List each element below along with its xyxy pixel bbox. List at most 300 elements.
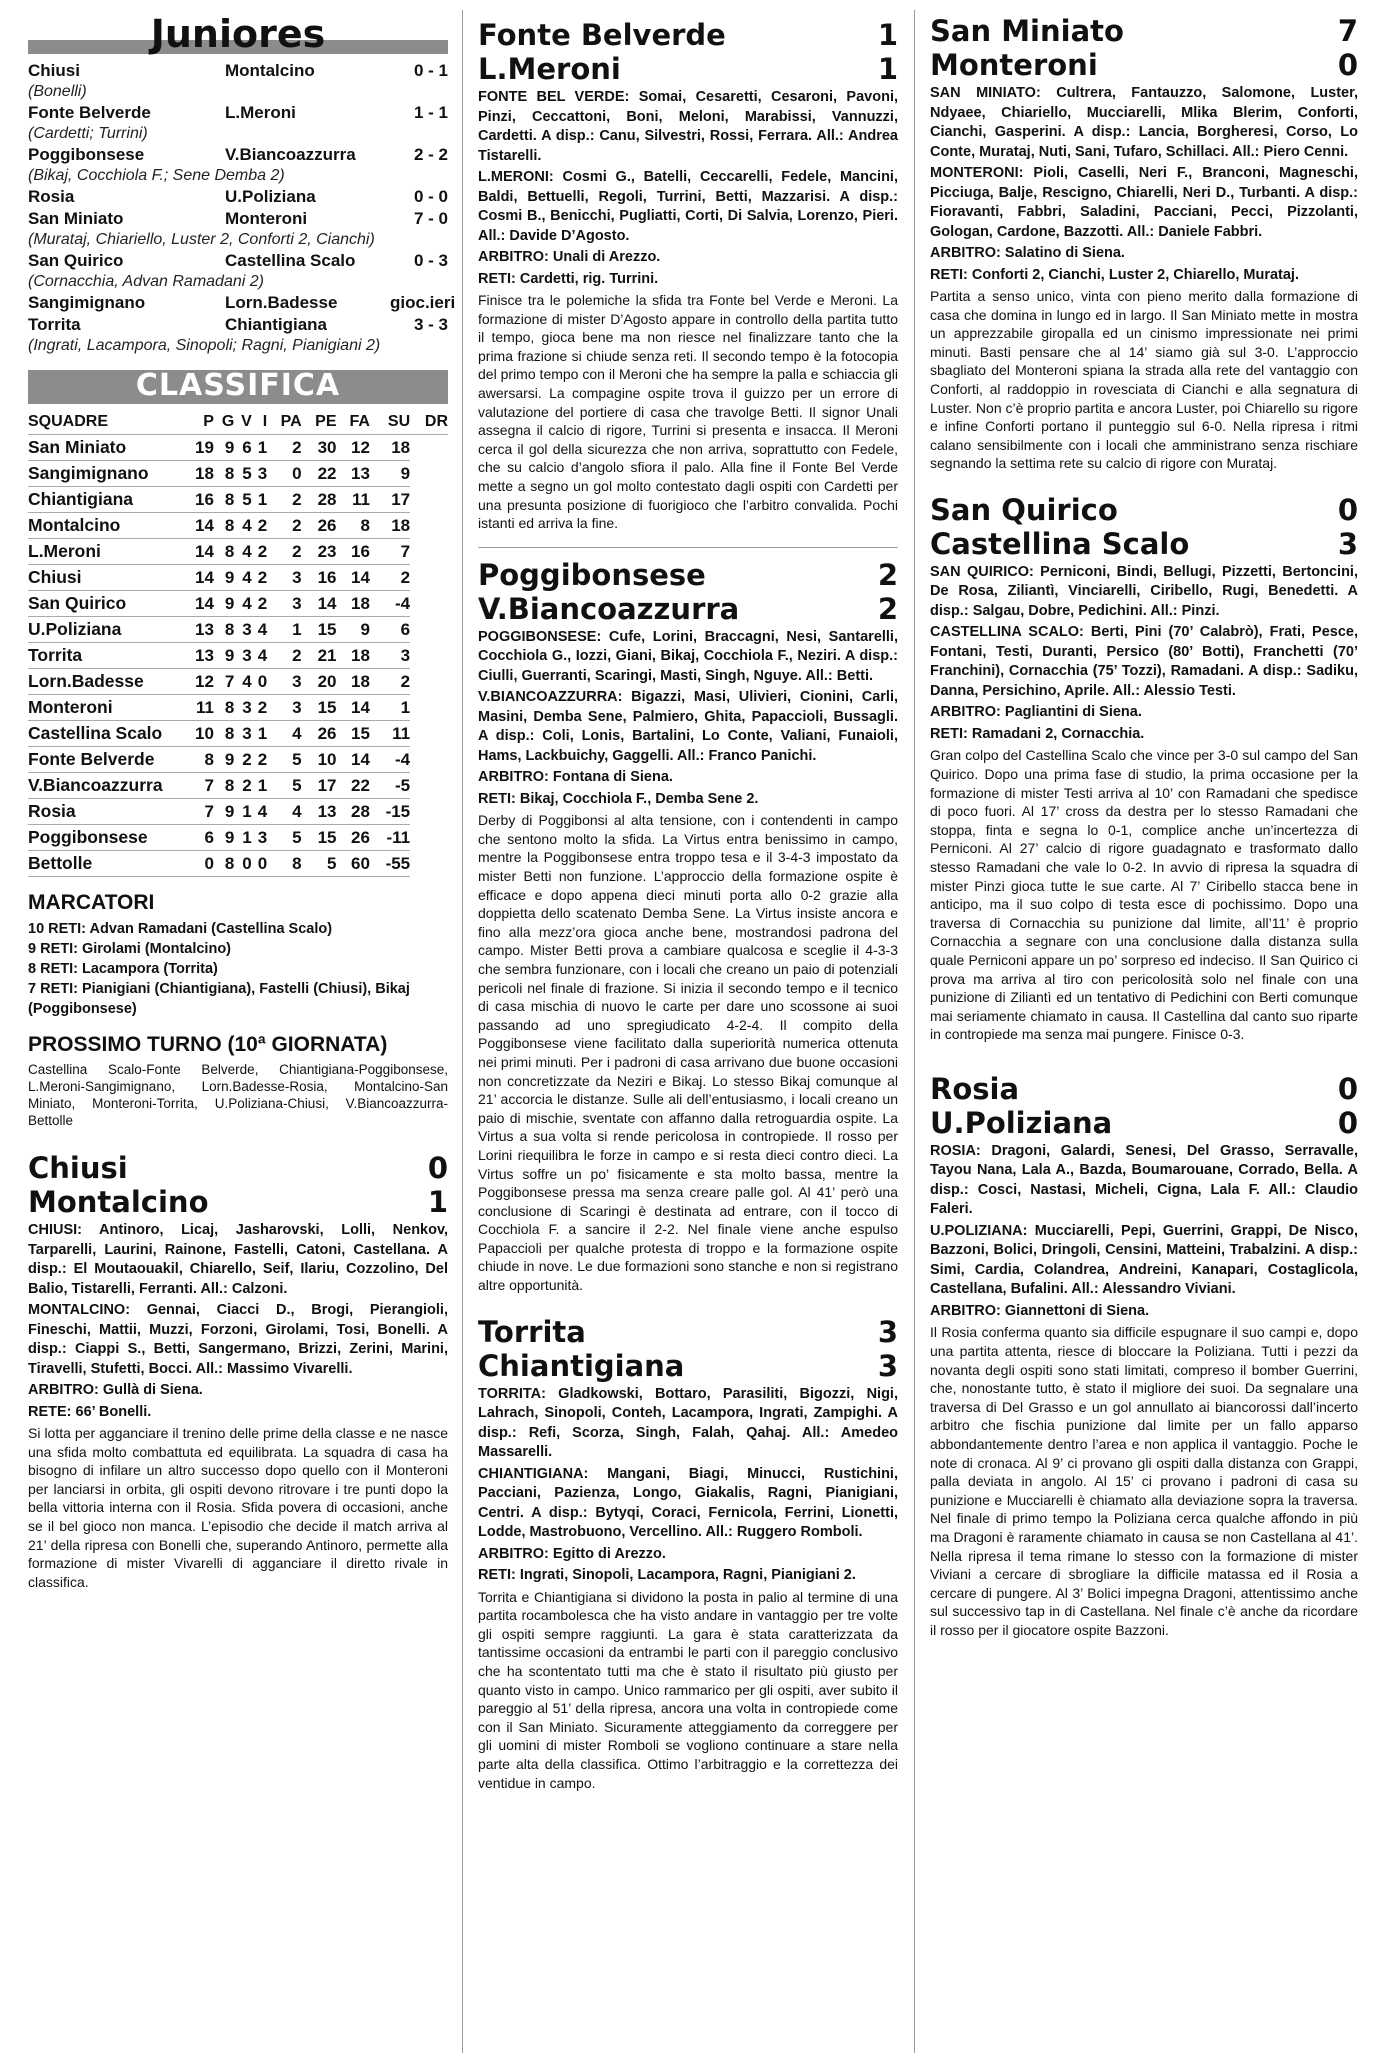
juniores-title: Juniores: [150, 12, 326, 56]
stat-cell: 1: [252, 435, 267, 461]
scorer-line: 10 RETI: Advan Ramadani (Castellina Scalo): [28, 921, 333, 937]
stat-cell: 6: [370, 617, 410, 643]
stat-cell: 10: [183, 721, 214, 747]
marcatori-list: [28, 919, 448, 1019]
stat-cell: 2: [252, 513, 267, 539]
stat-cell: 8: [183, 747, 214, 773]
stat-cell: 60: [337, 851, 370, 877]
stat-cell: 2: [267, 435, 301, 461]
goals: RETE: 66’ Bonelli.: [28, 1403, 152, 1420]
stat-cell: 19: [183, 435, 214, 461]
team-name: U.Poliziana: [28, 617, 183, 643]
stat-cell: 0: [267, 461, 301, 487]
away-lineup: MONTALCINO: Gennai, Ciacci D., Brogi, Pierangioli, Fineschi, Mattii, Muzzi, Forzoni, Girolami, Tosi, Bonelli. A disp.: Ciappi S., Betti, Sangermano, Brizzi, Zerini, Marini, Tiravelli, Stufetti, Bocci. All.: Massimo Vivarelli.: [28, 1302, 448, 1377]
stat-cell: 13: [183, 617, 214, 643]
home-team: Torrita: [28, 315, 81, 334]
away-lineup: MONTERONI: Pioli, Caselli, Neri F., Branconi, Magneschi, Picciuga, Balje, Rescigno, Chiarelli, Neri D., Turbanti. A disp.: Fioravanti, Fabbri, Saladini, Pacciani, Pecci, Pizzolanti, Gologan, Cardone, Bazzotti. All.: Daniele Fabbri.: [930, 165, 1358, 240]
stat-cell: 14: [183, 565, 214, 591]
goals: RETI: Cardetti, rig. Turrini.: [478, 270, 659, 287]
stat-cell: 8: [214, 721, 234, 747]
stat-cell: 3: [370, 643, 410, 669]
stat-cell: 18: [337, 643, 370, 669]
away-team-line: [930, 1106, 1358, 1140]
stat-cell: 4: [252, 617, 267, 643]
home-lineup: SAN QUIRICO: Perniconi, Bindi, Bellugi, Pizzetti, Bertoncini, De Rosa, Ziliantì, Vinciarelli, Ciribello, Rugi, Benedetti. A disp.: Salgau, Dobre, Pedichini. All.: Pinzi.: [930, 563, 1358, 619]
stat-cell: 3: [234, 643, 251, 669]
column-divider: [914, 10, 915, 2053]
table-row: [28, 513, 448, 539]
stat-cell: 3: [234, 721, 251, 747]
result-scorers: (Bonelli): [28, 83, 87, 100]
stat-cell: 2: [267, 487, 301, 513]
team-name: Chiantigiana: [28, 487, 183, 513]
stat-cell: 22: [302, 461, 337, 487]
result-row: [28, 250, 448, 272]
stat-cell: 9: [214, 565, 234, 591]
away-team-line: [28, 1185, 448, 1219]
result-scorers: (Murataj, Chiariello, Luster 2, Conforti 2, Cianchi): [28, 231, 375, 248]
score: 1 - 1: [413, 103, 448, 122]
column-header: SQUADRE: [28, 410, 183, 435]
column-header: G: [214, 410, 234, 435]
home-lineup: POGGIBONSESE: Cufe, Lorini, Braccagni, Nesi, Santarelli, Cocchiola G., Iozzi, Giani, Bikaj, Cocchiola F., Neziri. A disp.: Ciulli, Guerranti, Scaringi, Masti, Singh, Nguye. All.: Betti.: [478, 628, 898, 684]
home-team: San Miniato: [28, 209, 124, 228]
away-team: Montalcino: [225, 61, 315, 80]
away-team-name: U.Poliziana: [930, 1105, 1113, 1140]
away-team-name: Castellina Scalo: [930, 526, 1190, 561]
away-team: U.Poliziana: [225, 187, 316, 206]
results-list: [28, 60, 456, 356]
stat-cell: 17: [370, 487, 410, 513]
team-name: Rosia: [28, 799, 183, 825]
away-score: 3: [877, 1348, 898, 1383]
home-team-name: Rosia: [930, 1071, 1020, 1106]
away-team: Monteroni: [225, 209, 308, 228]
column-header: V: [234, 410, 251, 435]
match-torrita-chiantigiana: [478, 1315, 898, 1793]
stat-cell: 0: [234, 851, 251, 877]
match-chiusi-montalcino: [28, 1151, 448, 1591]
away-lineup: CASTELLINA SCALO: Berti, Pini (70’ Calabrò), Frati, Pesce, Fontani, Testi, Duranti, Persico (80’ Botti), Franchetti (70’ Franchini), Cornacchia (75’ Tozzi), Ramadani. A disp.: Sadiku, Danna, Persichino, Aprile. All.: Alessio Testi.: [930, 624, 1358, 699]
referee: ARBITRO: Unali di Arezzo.: [478, 249, 661, 265]
match-report: Gran colpo del Castellina Scalo che vince per 3-0 sul campo del San Quirico. Dopo una prima fase di studio, la prima occasione per la formazione di mister Testi arriva al 10’ con Ramadani che spedisce di poco fuori. Al 17’ cross da destra per lo stesso Ramadani che stoppa, finta e segna lo 0-1, complice anche un’incertezza di Perniconi. Al 27’ calcio di rigore guadagnato e trasformato dallo stesso Ramadani che vale lo 0-2. In avvio di ripresa la squadra di mister Pinzi gioca tutte le sue carte. Al 7’ Ciribello stacca bene in anticipo, ma il suo colpo di testa esce di pochissimo. Dopo una traversa di Cornacchia su punizione dal limite, all’11’ è proprio Cornacchia a segnare con una conclusione dalla distanza sulla quale Perniconi appare un po’ sorpreso ed indeciso. Il San Quirico ci prova ma arriva al tiro con pericolosità solo nel finale con una punizione di Ziliantì ed un tentativo di Pedichini con Berti comunque mai seriamente chiamato in causa. Il Castellina dal canto suo riparte in contropiede ma senza mai pungere. Finisce 0-3.: [930, 747, 1358, 1043]
home-score: 3: [877, 1314, 898, 1349]
stat-cell: 2: [252, 695, 267, 721]
stat-cell: 3: [234, 695, 251, 721]
away-score: 3: [1337, 526, 1358, 561]
standings-table: [28, 410, 448, 877]
stat-cell: 5: [267, 825, 301, 851]
stat-cell: 7: [214, 669, 234, 695]
match-report: Si lotta per agganciare il trenino delle prime della classe e ne nasce una sfida molto combattuta ed equilibrata. La squadra di casa ha bisogno di infilare un altro successo dopo quello con il Monteroni per lanciarsi in orbita, gli ospiti devono ritrovare i tre punti dopo la bella vittoria interna con il Rosia. Sfida povera di occasioni, anche se il bel gioco non manca. L’episodio che decide il match arriva al 21’ della ripresa con Bonelli che, superando Antinoro, permette alla formazione di mister Vivarelli di agganciare il diretto rivale in classifica.: [28, 1425, 448, 1590]
table-row: [28, 487, 448, 513]
match-report: Finisce tra le polemiche la sfida tra Fonte bel Verde e Meroni. La formazione di mister D’Agosto appare in controllo della partita tutto il tempo, gioca bene ma non riesce nel finalizzare tanto che la prima frazione si chiude senza reti. Il secondo tempo è la fotocopia del primo tempo con il Meroni che ha sempre la palla e schiaccia gli awersarsi. La compagine ospite trova il guizzo per un errore di valutazione del portiere di casa che travolge Betti. Il signor Unali assegna il calcio di rigore, Turrini si presenta e insacca. Il Meroni cerca il gol della sicurezza che non arriva, soprattutto con Fedele, che su calcio d’angolo sfiora il palo. Alla fine il Fonte Bel Verde mette a segno un gol molto contestato dagli ospiti con Cardetti per una presunta posizione di fuorigioco che l’arbitro convalida. Pochi istanti ed arriva la fine.: [478, 292, 898, 532]
away-team: L.Meroni: [225, 103, 296, 122]
away-team-name: L.Meroni: [478, 52, 621, 86]
home-team: Chiusi: [28, 61, 80, 80]
score: 3 - 3: [413, 315, 448, 334]
away-lineup: V.BIANCOAZZURRA: Bigazzi, Masi, Ulivieri, Cionini, Carli, Masini, Demba Sene, Palmiero, Ghita, Papaccioli, Bussagli. A disp.: Coli, Lonis, Bartalini, Lo Conte, Valiani, Funaioli, Hams, Lackbuichy, Gaggelli. All.: Franco Panichi.: [478, 689, 898, 764]
table-row: [28, 669, 448, 695]
stat-cell: 9: [214, 591, 234, 617]
stat-cell: 28: [337, 799, 370, 825]
stat-cell: 7: [370, 539, 410, 565]
team-name: Montalcino: [28, 513, 183, 539]
stat-cell: 1: [370, 695, 410, 721]
home-lineup: SAN MINIATO: Cultrera, Fantauzzo, Salomone, Luster, Ndyaee, Chiariello, Mucciarelli, Mlika Blerim, Conforti, Cianchi, Gasperini. A disp.: Lancia, Borgheresi, Corso, Lo Conte, Murataj, Nuti, Sani, Tufaro, Schillaci. All.: Piero Cenni.: [930, 85, 1358, 160]
goals: RETI: Bikaj, Cocchiola F., Demba Sene 2.: [478, 790, 759, 807]
stat-cell: 0: [252, 669, 267, 695]
stat-cell: 11: [370, 721, 410, 747]
match-sanquirico-castellina: [930, 493, 1358, 1044]
stat-cell: 11: [183, 695, 214, 721]
table-row: [28, 799, 448, 825]
classifica-title: CLASSIFICA: [135, 368, 341, 403]
stat-cell: 26: [302, 513, 337, 539]
stat-cell: 26: [337, 825, 370, 851]
stat-cell: 13: [302, 799, 337, 825]
table-row: [28, 721, 448, 747]
result-row: [28, 186, 448, 208]
away-team-name: V.Biancoazzurra: [478, 591, 740, 626]
stat-cell: 3: [267, 565, 301, 591]
stat-cell: 0: [252, 851, 267, 877]
stat-cell: 14: [337, 695, 370, 721]
home-team: Fonte Belverde: [28, 103, 151, 122]
juniores-header: [28, 12, 448, 56]
column-middle: [478, 18, 898, 1792]
home-score: 0: [1337, 492, 1358, 527]
stat-cell: 4: [252, 799, 267, 825]
home-team: San Quirico: [28, 251, 124, 270]
stat-cell: 14: [183, 591, 214, 617]
stat-cell: 14: [337, 747, 370, 773]
team-name: San Quirico: [28, 591, 183, 617]
result-scorers: (Bikaj, Cocchiola F.; Sene Demba 2): [28, 167, 285, 184]
home-lineup: ROSIA: Dragoni, Galardi, Senesi, Del Grasso, Serravalle, Tayou Nana, Lala A., Bazda, Boumarouane, Corrado, Bella. A disp.: Cosci, Nastasi, Micheli, Cigna, Lala F. All.: Claudio Faleri.: [930, 1142, 1358, 1218]
table-row: [28, 565, 448, 591]
home-team-name: Fonte Belverde: [478, 18, 726, 52]
away-score: 0: [1337, 1105, 1358, 1140]
away-score: 0: [1337, 48, 1358, 82]
home-team: Poggibonsese: [28, 145, 145, 164]
stat-cell: 15: [302, 617, 337, 643]
stat-cell: 16: [302, 565, 337, 591]
standings-header-row: [28, 410, 448, 435]
score: 0 - 1: [413, 61, 448, 80]
stat-cell: 10: [302, 747, 337, 773]
home-team-line: [478, 1315, 898, 1349]
referee: ARBITRO: Gullà di Siena.: [28, 1382, 203, 1398]
stat-cell: 4: [234, 565, 251, 591]
table-row: [28, 461, 448, 487]
column-divider: [462, 10, 463, 2053]
goals: RETI: Ingrati, Sinopoli, Lacampora, Ragni, Pianigiani 2.: [478, 1567, 856, 1584]
stat-cell: 2: [267, 539, 301, 565]
stat-cell: 26: [302, 721, 337, 747]
stat-cell: 17: [302, 773, 337, 799]
stat-cell: 1: [252, 773, 267, 799]
stat-cell: 2: [234, 747, 251, 773]
team-name: L.Meroni: [28, 539, 183, 565]
home-team-name: Poggibonsese: [478, 557, 706, 592]
stat-cell: 18: [337, 591, 370, 617]
result-row: [28, 102, 448, 124]
stat-cell: 15: [302, 825, 337, 851]
stat-cell: -15: [370, 799, 410, 825]
stat-cell: 9: [370, 461, 410, 487]
referee: ARBITRO: Salatino di Siena.: [930, 245, 1125, 261]
team-name: Castellina Scalo: [28, 721, 183, 747]
stat-cell: 9: [214, 435, 234, 461]
result-row: [28, 208, 448, 230]
stat-cell: 2: [252, 539, 267, 565]
team-name: V.Biancoazzurra: [28, 773, 183, 799]
column-header: PA: [267, 410, 301, 435]
team-name: Bettolle: [28, 851, 183, 877]
away-team-line: [930, 48, 1358, 82]
home-score: 0: [1337, 1071, 1358, 1106]
home-score: 1: [877, 18, 898, 52]
team-name: Sangimignano: [28, 461, 183, 487]
away-score: 1: [877, 52, 898, 86]
stat-cell: 1: [267, 617, 301, 643]
stat-cell: 5: [302, 851, 337, 877]
home-team-name: Torrita: [478, 1314, 586, 1349]
home-lineup: CHIUSI: Antinoro, Licaj, Jasharovski, Lolli, Nenkov, Tarparelli, Laurini, Rainone, Fastelli, Catoni, Castellana. A disp.: El Moutaouakil, Chiarello, Seif, Ilariu, Cozzolino, Del Balio, Tistarelli, Ferranti. All.: Calzoni.: [28, 1222, 448, 1297]
column-header: FA: [337, 410, 370, 435]
prossimo-turno-text: Castellina Scalo-Fonte Belverde, Chiantigiana-Poggibonsese, L.Meroni-Sangimignano, Lorn.Badesse-Rosia, Montalcino-San Miniato, Monteroni-Torrita, U.Poliziana-Chiusi, V.Biancoazzurra-Bettolle: [28, 1062, 448, 1128]
stat-cell: 2: [252, 565, 267, 591]
home-score: 0: [427, 1151, 448, 1185]
home-team-line: [930, 493, 1358, 527]
stat-cell: 16: [183, 487, 214, 513]
result-row: [28, 144, 448, 166]
stat-cell: 3: [252, 461, 267, 487]
score: gioc.ieri: [390, 293, 456, 312]
stat-cell: 4: [267, 721, 301, 747]
away-team: Lorn.Badesse: [225, 293, 338, 312]
table-row: [28, 747, 448, 773]
away-team-line: [930, 527, 1358, 561]
match-report: Partita a senso unico, vinta con pieno merito dalla formazione di casa che domina in lungo ed in largo. Il San Miniato mette in mostra un apprezzabile giropalla ed un cinismo impressionate nei primi minuti. Basti pensare che al 14’ siamo già sul 3-0. L’approccio sbagliato del Monteroni spiana la strada alla rete del vantaggio con Conforti, al raddoppio in rovesciata di Cianchi e alla segnatura di Luster. Non c’è proprio partita e ancora Luster, poi Chiarello su rigore e infine Conforti portano il punteggio sul 6-0. Nella ripresa i ritmi calano sensibilmente con i locali che amministrano senza rischiare segnando la settima rete su calcio di rigore con Murataj.: [930, 288, 1359, 472]
stat-cell: 14: [302, 591, 337, 617]
stat-cell: -5: [370, 773, 410, 799]
referee: ARBITRO: Fontana di Siena.: [478, 769, 673, 786]
stat-cell: 3: [267, 591, 301, 617]
stat-cell: 15: [337, 721, 370, 747]
table-row: [28, 617, 448, 643]
result-scorers: (Ingrati, Lacampora, Sinopoli; Ragni, Pianigiani 2): [28, 337, 381, 354]
stat-cell: 6: [183, 825, 214, 851]
home-team-line: [930, 1072, 1358, 1106]
stat-cell: 9: [214, 825, 234, 851]
stat-cell: 8: [214, 461, 234, 487]
stat-cell: 1: [234, 825, 251, 851]
stat-cell: 15: [302, 695, 337, 721]
stat-cell: 2: [234, 773, 251, 799]
stat-cell: 8: [214, 487, 234, 513]
stat-cell: 2: [267, 513, 301, 539]
away-team: Chiantigiana: [225, 315, 328, 334]
stat-cell: 14: [183, 539, 214, 565]
stat-cell: 2: [370, 669, 410, 695]
stat-cell: 20: [302, 669, 337, 695]
score: 7 - 0: [413, 209, 448, 228]
scorer-line: 7 RETI: Pianigiani (Chiantigiana), Fastelli (Chiusi), Bikaj (Poggibonsese): [28, 981, 410, 1017]
stat-cell: -55: [370, 851, 410, 877]
scorer-line: 8 RETI: Lacampora (Torrita): [28, 961, 218, 977]
stat-cell: 8: [214, 539, 234, 565]
stat-cell: -4: [370, 591, 410, 617]
away-team-line: [478, 1349, 898, 1383]
stat-cell: 13: [337, 461, 370, 487]
away-lineup: U.POLIZIANA: Mucciarelli, Pepi, Guerrini, Grappi, De Nisco, Bazzoni, Bolici, Dringoli, Censini, Matteini, Trabalzini. A disp.: Simi, Cardia, Colandrea, Andreini, Kanapari, Costaglicola, Castellana, Bufalini. All.: Alessandro Viviani.: [930, 1222, 1358, 1298]
home-team: Sangimignano: [28, 293, 146, 312]
table-row: [28, 695, 448, 721]
result-row: [28, 292, 456, 314]
scorer-line: 9 RETI: Girolami (Montalcino): [28, 941, 232, 957]
stat-cell: 5: [234, 461, 251, 487]
score: 0 - 0: [413, 187, 448, 206]
classifica-header: [28, 370, 448, 406]
stat-cell: 9: [337, 617, 370, 643]
home-lineup: FONTE BEL VERDE: Somai, Cesaretti, Cesaroni, Pavoni, Pinzi, Ceccattoni, Boni, Meloni, Marabissi, Vannuzzi, Cardetti. A disp.: Canu, Silvestri, Rossi, Ferrara. All.: Andrea Tistarelli.: [478, 89, 898, 164]
home-team-name: San Miniato: [930, 14, 1124, 48]
stat-cell: 28: [302, 487, 337, 513]
stat-cell: 14: [183, 513, 214, 539]
stat-cell: 4: [252, 643, 267, 669]
stat-cell: 4: [234, 513, 251, 539]
stat-cell: -4: [370, 747, 410, 773]
stat-cell: 8: [214, 773, 234, 799]
home-team-line: [930, 14, 1358, 48]
stat-cell: 30: [302, 435, 337, 461]
stat-cell: 8: [337, 513, 370, 539]
stat-cell: 2: [252, 591, 267, 617]
stat-cell: 8: [214, 513, 234, 539]
result-scorers: (Cardetti; Turrini): [28, 125, 148, 142]
stat-cell: -11: [370, 825, 410, 851]
home-team-line: [478, 558, 898, 592]
home-team-name: Chiusi: [28, 1151, 128, 1185]
column-header: I: [252, 410, 267, 435]
match-fonte-belverde-meroni: [478, 18, 898, 533]
table-row: [28, 435, 448, 461]
away-team: V.Biancoazzurra: [225, 145, 356, 164]
away-score: 1: [427, 1185, 448, 1219]
away-team-line: [478, 52, 898, 86]
home-team-name: San Quirico: [930, 492, 1118, 527]
home-team-line: [478, 18, 898, 52]
stat-cell: 4: [234, 669, 251, 695]
stat-cell: 8: [214, 617, 234, 643]
result-row: [28, 314, 448, 336]
team-name: Fonte Belverde: [28, 747, 183, 773]
stat-cell: 9: [214, 799, 234, 825]
goals: RETI: Ramadani 2, Cornacchia.: [930, 725, 1145, 742]
stat-cell: 12: [183, 669, 214, 695]
team-name: Lorn.Badesse: [28, 669, 183, 695]
score: 0 - 3: [413, 251, 448, 270]
home-lineup: TORRITA: Gladkowski, Bottaro, Parasiliti, Bigozzi, Nigi, Lahrach, Sinopoli, Conteh, Lacampora, Ingrati, Zampighi. A disp.: Refi, Scorza, Singh, Falah, Qahaj. All.: Amedeo Massarelli.: [478, 1385, 898, 1461]
away-lineup: L.MERONI: Cosmi G., Batelli, Ceccarelli, Fedele, Mancini, Baldi, Bettuelli, Regoli, Turrini, Betti, Mazzarisi. A disp.: Cosmi B., Benicchi, Pugliatti, Corti, Di Salvia, Lorenzo, Pieri. All.: Davide D’Agosto.: [478, 169, 898, 244]
prossimo-turno-title: PROSSIMO TURNO (10ª GIORNATA): [28, 1033, 388, 1056]
stat-cell: 3: [234, 617, 251, 643]
score: 2 - 2: [413, 145, 448, 164]
stat-cell: 5: [267, 747, 301, 773]
result-row: [28, 60, 448, 82]
stat-cell: 9: [214, 747, 234, 773]
stat-cell: 4: [234, 539, 251, 565]
stat-cell: 18: [370, 435, 410, 461]
stat-cell: 2: [267, 643, 301, 669]
stat-cell: 16: [337, 539, 370, 565]
stat-cell: 18: [370, 513, 410, 539]
away-team-line: [478, 592, 898, 626]
away-score: 2: [877, 591, 898, 626]
column-header: DR: [410, 410, 448, 435]
home-score: 7: [1337, 14, 1358, 48]
stat-cell: 4: [234, 591, 251, 617]
stat-cell: 7: [183, 799, 214, 825]
table-row: [28, 539, 448, 565]
column-header: P: [183, 410, 214, 435]
stat-cell: 5: [234, 487, 251, 513]
stat-cell: 13: [183, 643, 214, 669]
stat-cell: 18: [183, 461, 214, 487]
stat-cell: 0: [183, 851, 214, 877]
stat-cell: 8: [267, 851, 301, 877]
referee: ARBITRO: Pagliantini di Siena.: [930, 704, 1142, 721]
column-header: PE: [302, 410, 337, 435]
stat-cell: 8: [214, 695, 234, 721]
away-team-name: Montalcino: [28, 1185, 209, 1219]
stat-cell: 21: [302, 643, 337, 669]
away-team: Castellina Scalo: [225, 251, 356, 270]
match-report: Derby di Poggibonsi al alta tensione, con i contendenti in campo che sentono molto la sfida. La Virtus entra benissimo in campo, mentre la Poggibonsese entra troppo tesa e il 3-4-3 impostato da mister Betti non funzione. L’approccio della formazione ospite è efficace e dopo appena dieci minuti porta allo 0-2 grazie alla doppietta dello scatenato Demba Sene. La Virtus insiste ancora e fino alla mezz’ora gioca anche bene, mostrandosi padrona del campo. Mister Betti prova a cambiare qualcosa e sceglie il 4-3-3 che sembra funzionare, con i locali che creano un paio di potenziali pericoli nel finale di frazione. Si inizia il secondo tempo e il tecnico di casa mischia di nuovo le carte per dare uno scossone ai suoi passando ad uno spregiudicato 4-2-4. Il compito della Poggibonsese viene facilitato dalla superiorità numerica ottenuta nei primi minuti. Per i padroni di casa arrivano due buone occasioni non concretizzate da Neziri e Bikaj. Lo stesso Bikaj comunque al 21’ accorcia le distanze. Sulle ali dell’entusiasmo, i locali creano un paio di mischie, sventate con affanno dalla retroguardia ospite. La Virtus a sua volta si rende pericolosa in contropiede. Il rosso per Lorini riequilibra le forze in campo e si resta dieci contro dieci. La Virtus soffre un po’ fisicamente e sta molto bassa, mentre la Poggibonsese pressa ma senza creare palle gol. Al 41’ però una conclusione di Scaringi è destinata ad entrare, con il tocco di Cocchiola F. a sancire il 2-2. Nel finale viene anche espulso Papaccioli per qualche protesta di troppo e la formazione ospite chiude in nove. Le due formazioni sono stanche e non si registrano altre opportunità.: [478, 812, 898, 1294]
home-team-line: [28, 1151, 448, 1185]
stat-cell: 2: [252, 747, 267, 773]
away-team-name: Monteroni: [930, 48, 1098, 82]
home-score: 2: [877, 557, 898, 592]
marcatori-title: MARCATORI: [28, 891, 155, 914]
table-row: [28, 591, 448, 617]
stat-cell: 5: [267, 773, 301, 799]
team-name: Chiusi: [28, 565, 183, 591]
stat-cell: 9: [214, 643, 234, 669]
stat-cell: 4: [267, 799, 301, 825]
stat-cell: 14: [337, 565, 370, 591]
home-team: Rosia: [28, 187, 75, 206]
column-right: [930, 14, 1358, 1640]
stat-cell: 12: [337, 435, 370, 461]
team-name: Poggibonsese: [28, 825, 183, 851]
stat-cell: 11: [337, 487, 370, 513]
stat-cell: 3: [252, 825, 267, 851]
match-sanminiato-monteroni: [930, 14, 1358, 473]
stat-cell: 22: [337, 773, 370, 799]
stat-cell: 1: [252, 487, 267, 513]
team-name: Torrita: [28, 643, 183, 669]
stat-cell: 1: [252, 721, 267, 747]
table-row: [28, 773, 448, 799]
match-poggibonsese-biancoazzurra: [478, 558, 898, 1295]
stat-cell: 7: [183, 773, 214, 799]
stat-cell: 2: [370, 565, 410, 591]
stat-cell: 6: [234, 435, 251, 461]
table-row: [28, 825, 448, 851]
